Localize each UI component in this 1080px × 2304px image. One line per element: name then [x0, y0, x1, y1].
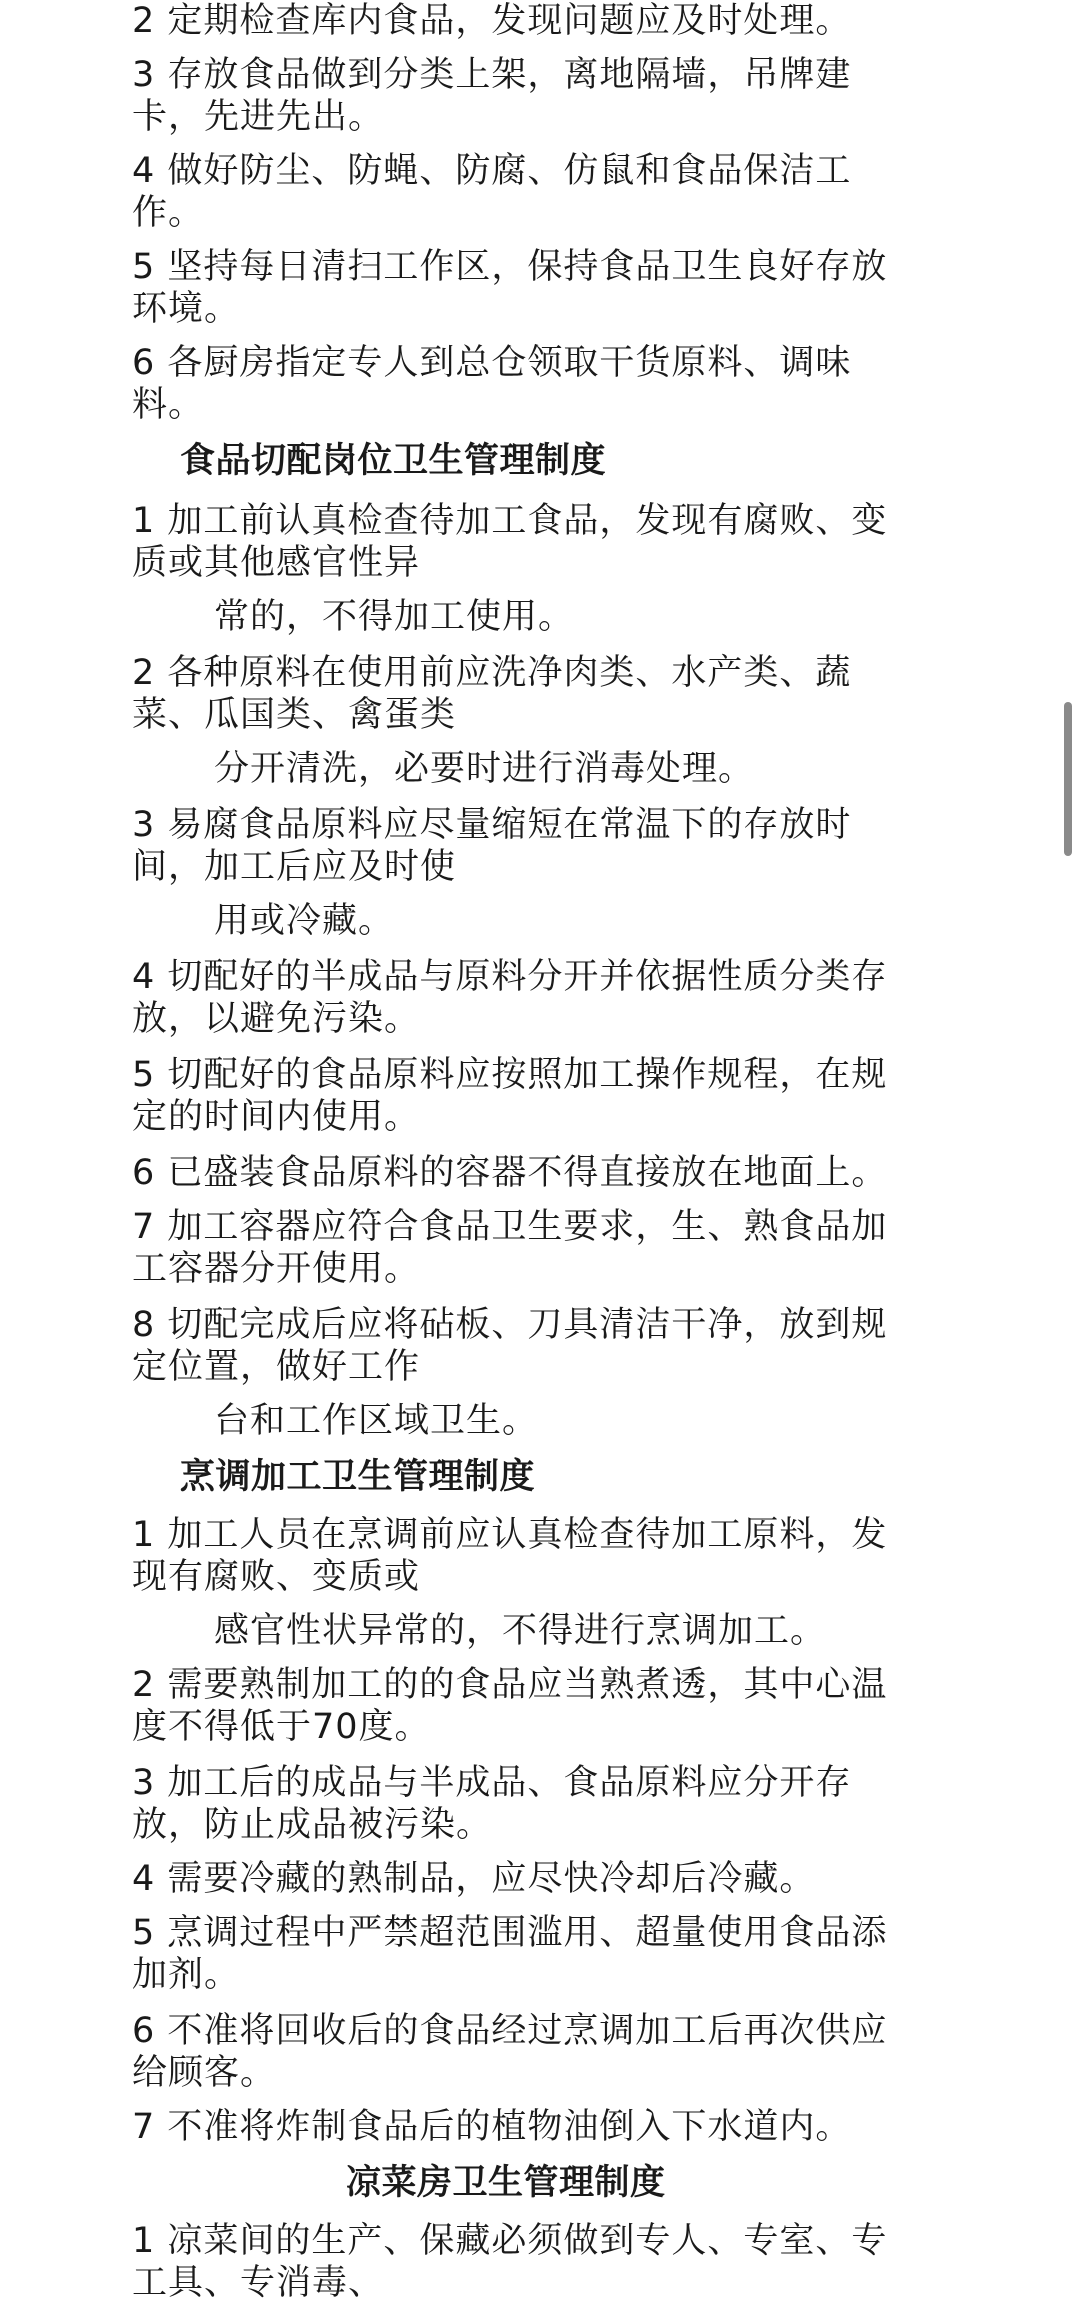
text-line: 用或冷藏。	[214, 901, 395, 941]
text-line: 工容器分开使用。	[132, 1249, 421, 1289]
text-line: 1 凉菜间的生产、保藏必须做到专人、专室、专	[132, 2221, 888, 2261]
text-line: 7 不准将炸制食品后的植物油倒入下水道内。	[132, 2107, 852, 2147]
text-line: 1 加工人员在烹调前应认真检查待加工原料，发	[132, 1515, 888, 1555]
text-line: 加剂。	[132, 1955, 241, 1995]
section-heading: 烹调加工卫生管理制度	[180, 1457, 536, 1497]
text-line: 1 加工前认真检查待加工食品，发现有腐败、变	[132, 501, 888, 541]
text-line: 4 需要冷藏的熟制品，应尽快冷却后冷藏。	[132, 1859, 816, 1899]
text-line: 6 各厨房指定专人到总仓领取干货原料、调味	[132, 343, 852, 383]
text-line: 4 切配好的半成品与原料分开并依据性质分类存	[132, 957, 888, 997]
text-line: 7 加工容器应符合食品卫生要求，生、熟食品加	[132, 1207, 888, 1247]
text-line: 5 切配好的食品原料应按照加工操作规程，在规	[132, 1055, 888, 1095]
text-line: 放，防止成品被污染。	[132, 1805, 493, 1845]
text-line: 2 定期检查库内食品，发现问题应及时处理。	[132, 1, 852, 41]
text-line: 2 需要熟制加工的的食品应当熟煮透，其中心温	[132, 1665, 888, 1705]
text-line: 质或其他感官性异	[132, 543, 421, 583]
scrollbar-thumb[interactable]	[1064, 702, 1072, 856]
text-line: 3 加工后的成品与半成品、食品原料应分开存	[132, 1763, 852, 1803]
text-line: 3 存放食品做到分类上架，离地隔墙，吊牌建	[132, 55, 852, 95]
text-line: 工具、专消毒、	[132, 2263, 385, 2303]
text-line: 3 易腐食品原料应尽量缩短在常温下的存放时	[132, 805, 852, 845]
text-line: 给顾客。	[132, 2053, 277, 2093]
text-line: 台和工作区域卫生。	[214, 1401, 539, 1441]
text-line: 间，加工后应及时使	[132, 847, 457, 887]
text-line: 现有腐败、变质或	[132, 1557, 421, 1597]
section-heading: 食品切配岗位卫生管理制度	[180, 441, 607, 481]
text-line: 5 烹调过程中严禁超范围滥用、超量使用食品添	[132, 1913, 888, 1953]
text-line: 放，以避免污染。	[132, 999, 421, 1039]
text-line: 4 做好防尘、防蝇、防腐、仿鼠和食品保洁工	[132, 151, 852, 191]
text-line: 料。	[132, 385, 205, 425]
text-line: 作。	[132, 193, 205, 233]
text-line: 卡，先进先出。	[132, 97, 385, 137]
text-line: 5 坚持每日清扫工作区，保持食品卫生良好存放	[132, 247, 888, 287]
text-line: 分开清洗，必要时进行消毒处理。	[214, 749, 755, 789]
text-line: 菜、瓜国类、禽蛋类	[132, 695, 457, 735]
section-heading: 凉菜房卫生管理制度	[346, 2163, 666, 2203]
text-line: 度不得低于70度。	[132, 1707, 431, 1747]
text-line: 6 已盛装食品原料的容器不得直接放在地面上。	[132, 1153, 888, 1193]
text-line: 8 切配完成后应将砧板、刀具清洁干净，放到规	[132, 1305, 888, 1345]
text-line: 2 各种原料在使用前应洗净肉类、水产类、蔬	[132, 653, 852, 693]
text-line: 定的时间内使用。	[132, 1097, 421, 1137]
text-line: 6 不准将回收后的食品经过烹调加工后再次供应	[132, 2011, 888, 2051]
text-line: 常的，不得加工使用。	[214, 597, 575, 637]
text-line: 感官性状异常的，不得进行烹调加工。	[214, 1611, 827, 1651]
text-line: 定位置，做好工作	[132, 1347, 421, 1387]
text-line: 环境。	[132, 289, 241, 329]
